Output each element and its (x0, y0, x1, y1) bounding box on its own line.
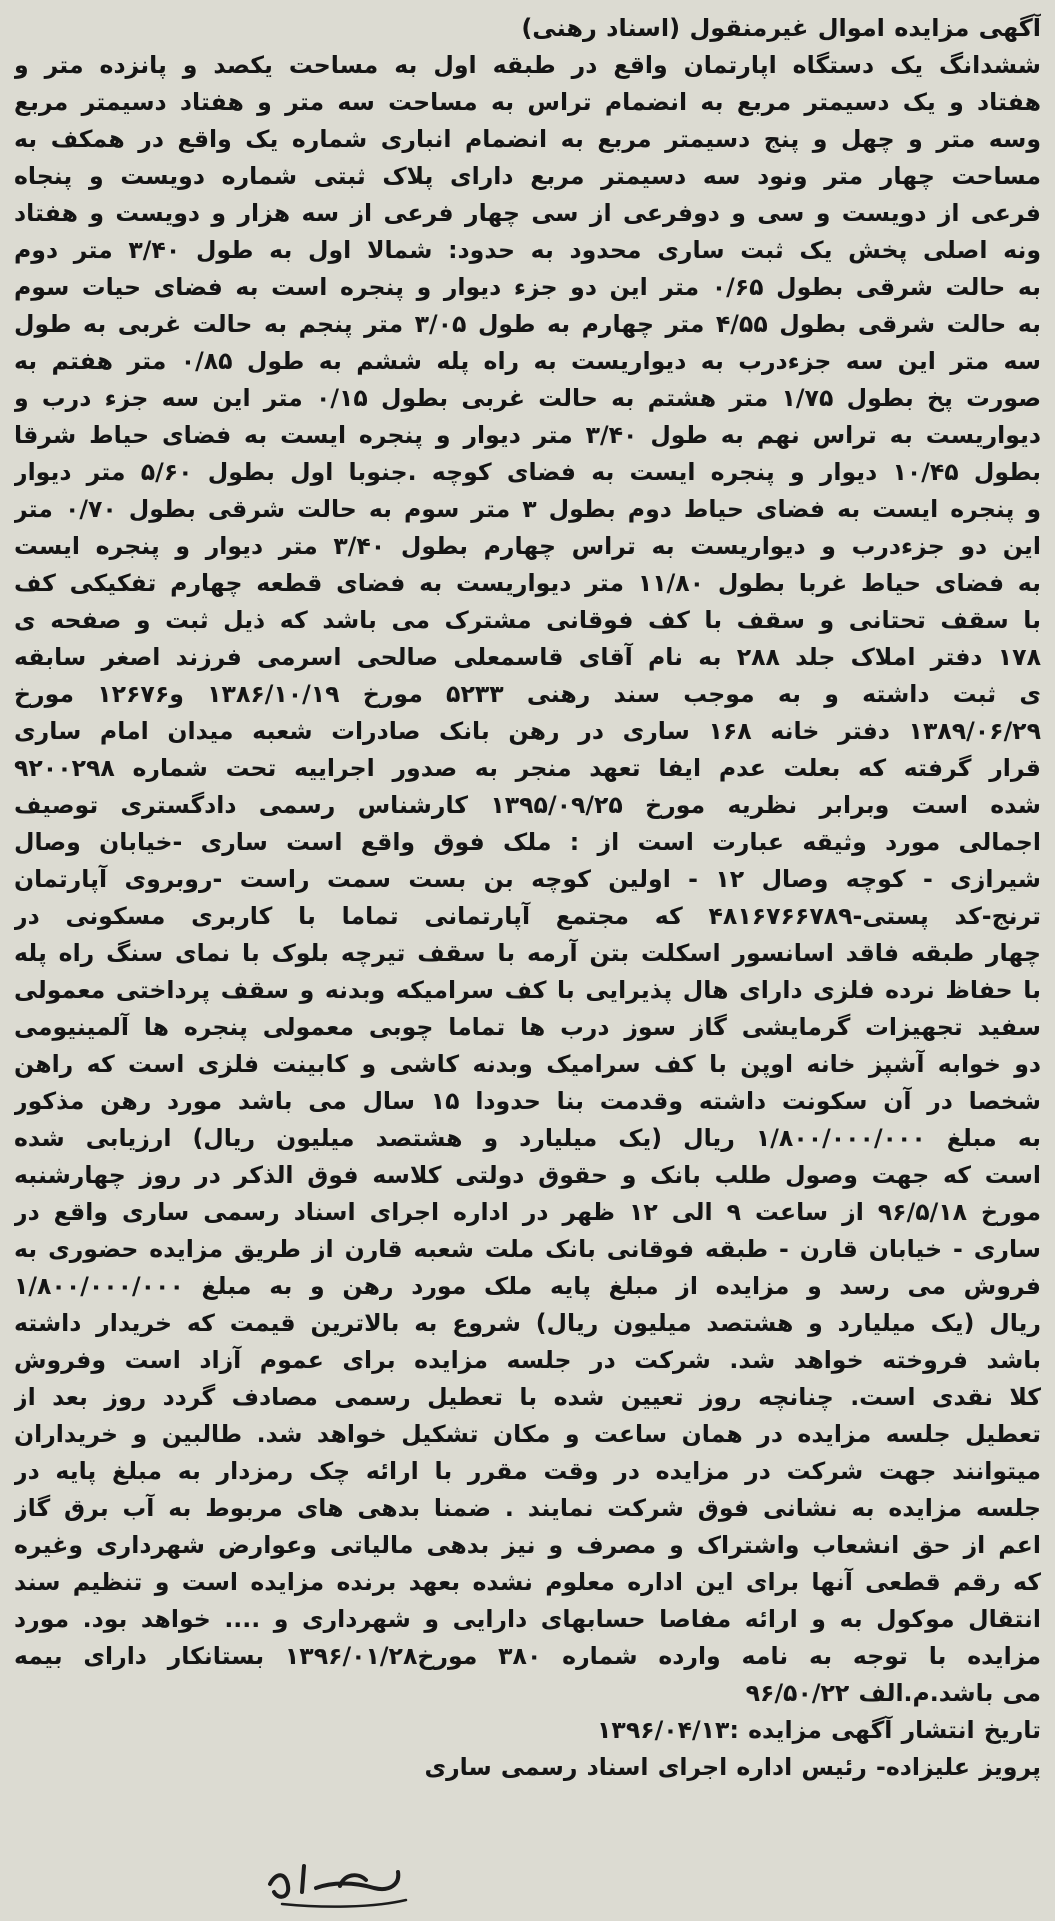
notice-body-line: شخصا در آن سکونت داشته وقدمت بنا حدودا ۱۵ سال می باشد مورد رهن مذکور (14, 1087, 1041, 1115)
notice-body-line: مساحت چهار متر ونود سه دسیمتر مربع دارای پلاک ثبتی شماره دویست و پنجاه (14, 162, 1041, 190)
notice-body-line: که رقم قطعی آنها برای این اداره معلوم نشده بعهد برنده مزایده است و تنظیم سند (14, 1568, 1041, 1596)
notice-body-line: و پنجره ایست به فضای حیاط دوم بطول ۳ متر سوم به حالت شرقی بطول ۰/۷۰ متر (14, 495, 1041, 523)
notice-body-line: بطول ۱۰/۴۵ دیوار و پنجره ایست به فضای کوچه .جنوبا اول بطول ۵/۶۰ متر دیوار (14, 458, 1041, 486)
signature-line: پرویز علیزاده- رئیس اداره اجرای اسناد رسمی ساری (424, 1753, 1041, 1781)
notice-body-line: کلا نقدی است. چنانچه روز تعیین شده با تعطیل رسمی مصادف گردد روز بعد از (14, 1383, 1041, 1411)
notice-body-line: با حفاظ نرده فلزی دارای هال پذیرایی با کف سرامیکه وبدنه و سقف پرداختی معمولی (14, 976, 1041, 1004)
notice-body-line: این دو جزءدرب و دیواریست به تراس چهارم بطول ۳/۴۰ متر دیوار و پنجره ایست (14, 532, 1041, 560)
auction-notice (14, 10, 1041, 1786)
publish-date: تاریخ انتشار آگهی مزایده :۱۳۹۶/۰۴/۱۳ (597, 1716, 1041, 1744)
notice-body-line: ۱۳۸۹/۰۶/۲۹ دفتر خانه ۱۶۸ ساری در رهن بانک صادرات شعبه میدان امام ساری (14, 717, 1041, 745)
notice-body-line: جلسه مزایده به نشانی فوق شرکت نمایند . ضمنا بدهی های مربوط به آب برق گاز (14, 1494, 1041, 1522)
notice-body-line: اعم از حق انشعاب واشتراک و مصرف و نیز بدهی مالیاتی وعوارض شهرداری وغیره (14, 1531, 1041, 1559)
notice-body-line: می باشد.م.الف ۹۶/۵۰/۲۲ (745, 1679, 1041, 1707)
notice-body-line: به فضای حیاط غربا بطول ۱۱/۸۰ متر دیواریست به فضای قطعه چهارم تفکیکی کف (14, 569, 1041, 597)
notice-title: آگهی مزایده اموال غیرمنقول (اسناد رهنی) (521, 14, 1041, 42)
notice-body-line: وسه متر و چهل و پنج دسیمتر مربع به انضمام انباری شماره یک واقع در همکف به (14, 125, 1041, 153)
notice-body-line: به مبلغ ۱/۸۰۰/۰۰۰/۰۰۰ ریال (یک میلیارد و هشتصد میلیون ریال) ارزیابی شده (14, 1124, 1041, 1152)
notice-body-line: دیواریست به تراس نهم به طول ۳/۴۰ متر دیوار و پنجره ایست به فضای حیاط شرقا (14, 421, 1041, 449)
notice-body-line: ی ثبت داشته و به موجب سند رهنی ۵۲۳۳ مورخ ۱۳۸۶/۱۰/۱۹ و۱۲۶۷۶ مورخ (14, 680, 1041, 708)
notice-body-line: صورت پخ بطول ۱/۷۵ متر هشتم به حالت غربی بطول ۰/۱۵ متر این سه جزء درب و (14, 384, 1041, 412)
notice-body-line: به حالت شرقی بطول ۰/۶۵ متر این دو جزء دیوار و پنجره است به فضای حیات سوم (14, 273, 1041, 301)
handwritten-signature-mark (262, 1842, 412, 1912)
notice-body-line: ونه اصلی پخش یک ثبت ساری محدود به حدود: شمالا اول به طول ۳/۴۰ متر دوم (14, 236, 1041, 264)
notice-body-line: سه متر این سه جزءدرب به دیواریست به راه پله ششم به طول ۰/۸۵ متر هفتم به (14, 347, 1041, 375)
notice-body-line: با سقف تحتانی و سقف با کف فوقانی مشترک می باشد که ذیل ثبت و صفحه ی (14, 606, 1041, 634)
notice-body-line: ۱۷۸ دفتر املاک جلد ۲۸۸ به نام آقای قاسمعلی صالحی اسرمی فرزند اصغر سابقه (14, 643, 1041, 671)
notice-body-line: قرار گرفته که بعلت عدم ایفا تعهد منجر به صدور اجراییه تحت شماره ۹۲۰۰۲۹۸ (14, 754, 1041, 782)
notice-body-line: میتوانند جهت شرکت در مزایده در وقت مقرر با ارائه چک رمزدار به مبلغ پایه در (14, 1457, 1041, 1485)
notice-body-line: انتقال موکول به و ارائه مفاصا حسابهای دارایی و شهرداری و .... خواهد بود. مورد (14, 1605, 1041, 1633)
notice-body-line: شیرازی - کوچه وصال ۱۲ - اولین کوچه بن بست سمت راست -روبروی آپارتمان (14, 865, 1041, 893)
notice-body-line: فروش می رسد و مزایده از مبلغ پایه ملک مورد رهن و به مبلغ ۱/۸۰۰/۰۰۰/۰۰۰ (14, 1272, 1041, 1300)
notice-body-line: ششدانگ یک دستگاه اپارتمان واقع در طبقه اول به مساحت یکصد و پانزده متر و (14, 51, 1041, 79)
notice-body-line: ساری - خیابان قارن - طبقه فوقانی بانک ملت شعبه قارن از طریق مزایده حضوری به (14, 1235, 1041, 1263)
notice-body-line: ترنج-کد پستی-۴۸۱۶۷۶۶۷۸۹ که مجتمع آپارتمانی تماما با کاربری مسکونی در (14, 902, 1041, 930)
notice-body-line: باشد فروخته خواهد شد. شرکت در جلسه مزایده برای عموم آزاد است وفروش (14, 1346, 1041, 1374)
notice-body-line: فرعی از دویست و سی و دوفرعی از سی چهار فرعی از سه هزار و دویست و هفتاد (14, 199, 1041, 227)
notice-body-line: شده است وبرابر نظریه مورخ ۱۳۹۵/۰۹/۲۵ کارشناس رسمی دادگستری توصیف (14, 791, 1041, 819)
notice-body-line: اجمالی مورد وثیقه عبارت است از : ملک فوق واقع است ساری -خیابان وصال (14, 828, 1041, 856)
notice-body-line: سفید تجهیزات گرمایشی گاز سوز درب ها تماما چوبی معمولی پنجره ها آلمینیومی (14, 1013, 1041, 1041)
notice-body-line: ریال (یک میلیارد و هشتصد میلیون ریال) شروع به بالاترین قیمت که خریدار داشته (14, 1309, 1041, 1337)
notice-body-line: به حالت شرقی بطول ۴/۵۵ متر چهارم به طول ۳/۰۵ متر پنجم به حالت غربی به طول (14, 310, 1041, 338)
notice-body (14, 47, 1041, 1712)
notice-body-line: دو خوابه آشپز خانه اوپن با کف سرامیک وبدنه کاشی و کابینت فلزی است که راهن (14, 1050, 1041, 1078)
notice-body-line: تعطیل جلسه مزایده در همان ساعت و مکان تشکیل خواهد شد. طالبین و خریداران (14, 1420, 1041, 1448)
notice-body-line: مورخ ۹۶/۵/۱۸ از ساعت ۹ الی ۱۲ ظهر در اداره اجرای اسناد رسمی ساری واقع در (14, 1198, 1041, 1226)
notice-body-line: هفتاد و یک دسیمتر مربع به انضمام تراس به مساحت سه متر و هفتاد دسیمتر مربع (14, 88, 1041, 116)
notice-body-line: مزایده با توجه به نامه وارده شماره ۳۸۰ مورخ۱۳۹۶/۰۱/۲۸ بستانکار دارای بیمه (14, 1642, 1041, 1670)
notice-body-line: است که جهت وصول طلب بانک و حقوق دولتی کلاسه فوق الذکر در روز چهارشنبه (14, 1161, 1041, 1189)
notice-body-line: چهار طبقه فاقد اسانسور اسکلت بتن آرمه با سقف تیرچه بلوک با نمای سنگ راه پله (14, 939, 1041, 967)
